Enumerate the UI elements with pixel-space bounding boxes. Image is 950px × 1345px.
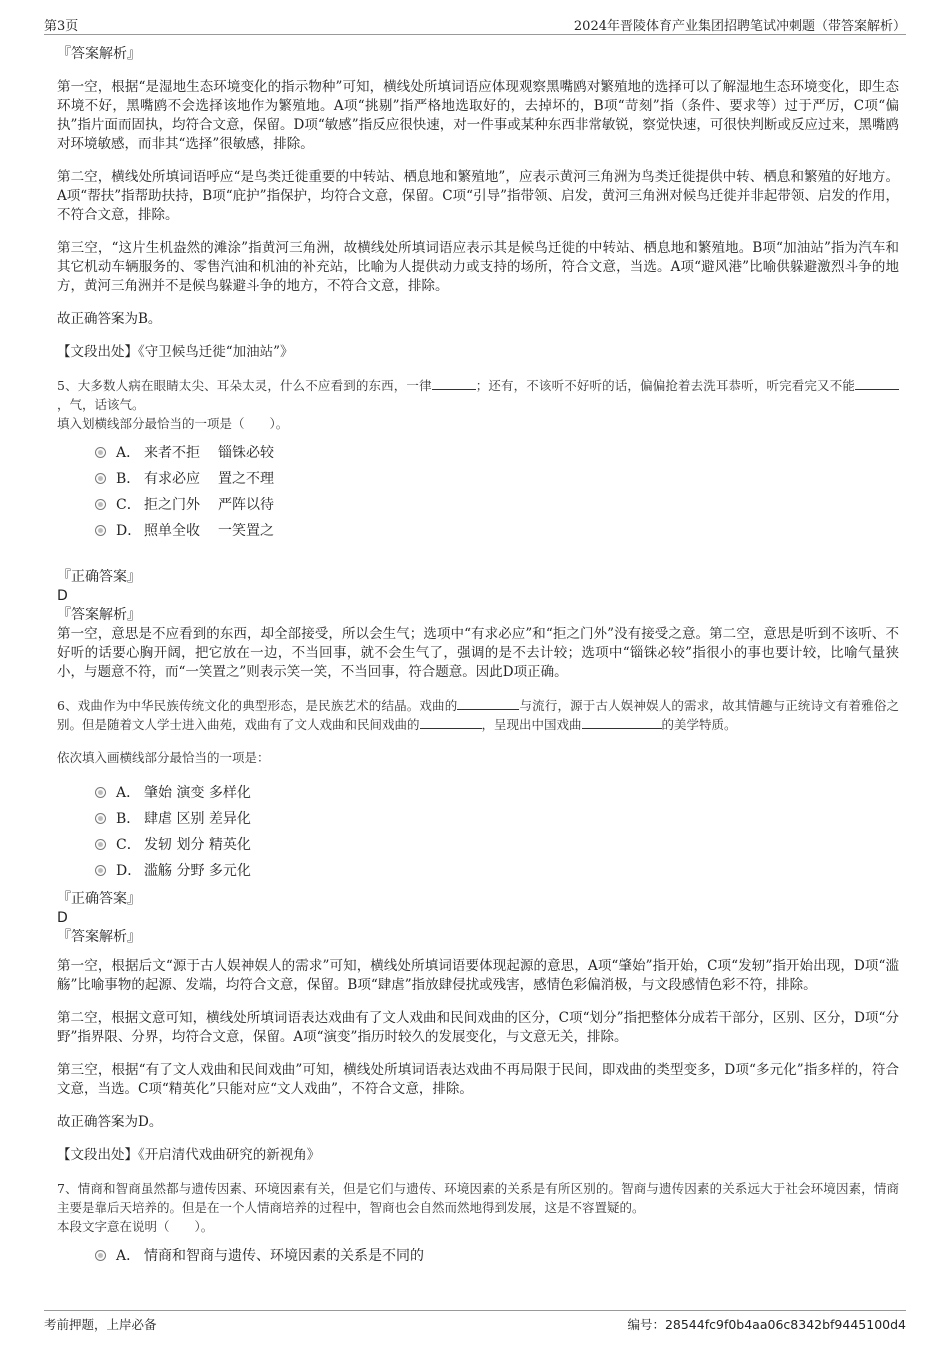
source-citation: 【文段出处】《开启清代戏曲研究的新视角》	[57, 1147, 321, 1163]
analysis-paragraph: 第三空，根据“有了文人戏曲和民间戏曲”可知，横线处所填词语表达戏曲不再局限于民间，即戏曲的类型变多，D项“多元化”指多样的，符合文意，当选。C项“精英化”只能对应“文人戏曲”，不符合文意，排除。	[57, 1062, 899, 1097]
question-7-options	[95, 1242, 899, 1268]
analysis-label: 『答案解析』	[57, 607, 141, 623]
analysis-paragraph: 第一空，根据后文“源于古人娱神娱人的需求”可知，横线处所填词语要体现起源的意思，A项“肇始”指开始，C项“发轫”指开始出现，D项“滥觞”比喻事物的起源、发端，均符合文意，保留。B项“肆虐”指放肆侵扰或残害，感情色彩偏消极，与文段感情色彩不符，排除。	[57, 958, 899, 993]
question-5-options	[95, 439, 899, 543]
page-header	[44, 12, 906, 35]
source-citation: 【文段出处】《守卫候鸟迁徙“加油站”》	[57, 344, 294, 360]
question-7-text: 7、情商和智商虽然都与遗传因素、环境因素有关，但是它们与遗传、环境因素的关系是有所区别的。智商与遗传因素的关系远大于社会环境因素，情商主要是靠后天培养的。但是在一个人情商培养的过程中，智商也会自然而然地得到发展，这是不容置疑的。	[57, 1181, 899, 1215]
radio-button[interactable]	[95, 473, 106, 484]
footer-slogan: 考前押题，上岸必备	[44, 1317, 157, 1332]
radio-button[interactable]	[95, 499, 106, 510]
radio-button[interactable]	[95, 525, 106, 536]
analysis-conclusion: 故正确答案为D。	[57, 1114, 163, 1130]
option-d[interactable]: D． 滥觞 分野 多元化	[95, 857, 899, 883]
analysis-label: 『答案解析』	[57, 46, 141, 62]
option-a[interactable]: A． 来者不拒 锱铢必较	[95, 439, 899, 465]
correct-answer-label: 『正确答案』	[57, 569, 141, 585]
question-5-prompt: 填入划横线部分最恰当的一项是（ ）。	[57, 416, 289, 431]
question-6-text: 6、戏曲作为中华民族传统文化的典型形态，是民族艺术的结晶。戏曲的 与流行，源于古人娱神娱人的需求，故其情趣与正统诗文有着雅俗之别。但是随着文人学士进入曲苑，戏曲有了文人戏曲和民间戏曲的 ，呈现出中国戏曲 的美学特质。	[57, 698, 899, 732]
option-a[interactable]: A． 肇始 演变 多样化	[95, 779, 899, 805]
question-7-prompt: 本段文字意在说明（ ）。	[57, 1219, 214, 1234]
question-5-text: 5、大多数人病在眼睛太尖、耳朵太灵，什么不应看到的东西，一律 ；还有，不该听不好听的话，偏偏抢着去洗耳恭听，听完看完又不能，气，话该气。	[57, 376, 899, 414]
radio-button[interactable]	[95, 787, 106, 798]
radio-button[interactable]	[95, 447, 106, 458]
radio-button[interactable]	[95, 1250, 106, 1261]
option-b[interactable]: B． 有求必应 置之不理	[95, 465, 899, 491]
analysis-label: 『答案解析』	[57, 929, 141, 945]
document-code: 编号：28544fc9f0b4aa06c8342bf9445100d4	[627, 1317, 906, 1332]
analysis-paragraph: 第二空，根据文意可知，横线处所填词语表达戏曲有了文人戏曲和民间戏曲的区分，C项“划分”指把整体分成若干部分，区别、区分，D项“分野”指界限、分界，均符合文意，保留。A项“演变”指历时较久的发展变化，与文意无关，排除。	[57, 1010, 899, 1045]
analysis-paragraph: 第一空，意思是不应看到的东西，却全部接受，所以会生气；选项中“有求必应”和“拒之门外”没有接受之意。第二空，意思是听到不该听、不好听的话要心胸开阔，把它放在一边，不当回事，就不会生气了，强调的是不去计较；选项中“锱铢必较”指很小的事也要计较，比喻气量狭小，与题意不符，而“一笑置之”则表示笑一笑，不当回事，符合题意。因此D项正确。	[57, 626, 899, 680]
correct-answer: D	[57, 910, 68, 926]
analysis-paragraph: 第三空，“这片生机盎然的滩涂”指黄河三角洲，故横线处所填词语应表示其是候鸟迁徙的中转站、栖息地和繁殖地。B项“加油站”指为汽车和其它机动车辆服务的、零售汽油和机油的补充站，比喻为人提供动力或支持的场所，符合文意，当选。A项“避风港”比喻供躲避激烈斗争的地方，黄河三角洲并不是候鸟躲避斗争的地方，不符合文意，排除。	[57, 240, 899, 294]
page-content	[57, 44, 899, 1268]
question-6-prompt: 依次填入画横线部分最恰当的一项是：	[57, 750, 270, 765]
radio-button[interactable]	[95, 813, 106, 824]
fill-blank	[457, 696, 519, 710]
correct-answer-label: 『正确答案』	[57, 891, 141, 907]
correct-answer: D	[57, 588, 68, 604]
option-c[interactable]: C． 拒之门外 严阵以待	[95, 491, 899, 517]
fill-blank	[420, 715, 482, 729]
fill-blank	[855, 376, 899, 390]
option-d[interactable]: D． 照单全收 一笑置之	[95, 517, 899, 543]
radio-button[interactable]	[95, 865, 106, 876]
option-c[interactable]: C． 发轫 划分 精英化	[95, 831, 899, 857]
analysis-paragraph: 第一空，根据“是湿地生态环境变化的指示物种”可知，横线处所填词语应体现观察黑嘴鸥对繁殖地的选择可以了解湿地生态环境变化，即生态环境不好，黑嘴鸥不会选择该地作为繁殖地。A项“挑剔”指严格地选取好的，去掉坏的，B项“苛刻”指（条件、要求等）过于严厉，C项“偏执”指片面而固执，均符合文意，保留。D项“敏感”指反应很快速，对一件事或某种东西非常敏锐，察觉快速，可很快判断或反应过来，黑嘴鸥对环境敏感，而非其“选择”很敏感，排除。	[57, 79, 899, 152]
analysis-conclusion: 故正确答案为B。	[57, 311, 162, 327]
fill-blank	[582, 715, 662, 729]
analysis-paragraph: 第二空，横线处所填词语呼应“是鸟类迁徙重要的中转站、栖息地和繁殖地”，应表示黄河三角洲为鸟类迁徙提供中转、栖息和繁殖的好地方。A项“帮扶”指帮助扶持，B项“庇护”指保护，均符合文意，保留。C项“引导”指带领、启发，黄河三角洲对候鸟迁徙并非起带领、启发的作用，不符合文意，排除。	[57, 169, 899, 223]
document-title: 2024年晋陵体育产业集团招聘笔试冲刺题（带答案解析）	[573, 19, 906, 34]
fill-blank	[432, 376, 476, 390]
page-footer	[44, 1310, 906, 1332]
radio-button[interactable]	[95, 839, 106, 850]
question-6-options	[95, 779, 899, 883]
option-a[interactable]: A． 情商和智商与遗传、环境因素的关系是不同的	[95, 1242, 899, 1268]
option-b[interactable]: B． 肆虐 区别 差异化	[95, 805, 899, 831]
page-number: 第3页	[44, 19, 79, 34]
